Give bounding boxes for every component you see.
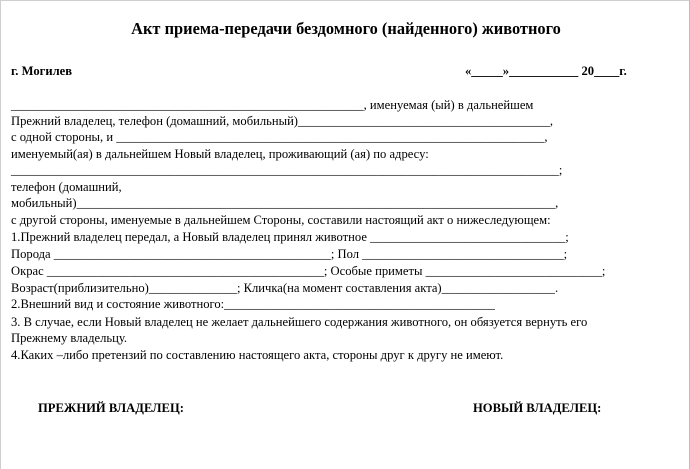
clause-1-line: 1.Прежний владелец передал, а Новый владелец принял животное _______________________________; [11, 230, 569, 244]
date-line: «_____»___________ 20____г. [465, 64, 627, 78]
city-label: г. Могилев [11, 64, 73, 78]
document-title: Акт приема-передачи бездомного (найденного) животного [131, 19, 561, 38]
breed-sex-line: Порода ____________________________________________; Пол ________________________________; [11, 247, 568, 261]
parties-line: с другой стороны, именуемые в дальнейшем Стороны, составили настоящий акт о нижеследующем: [11, 213, 551, 227]
address-line: _______________________________________________________________________________________; [11, 163, 563, 177]
new-owner-signature-label: НОВЫЙ ВЛАДЕЛЕЦ: [473, 401, 602, 415]
phone-line: мобильный)____________________________________________________________________________, [11, 196, 559, 210]
clause-3-continuation: Прежнему владельцу. [11, 331, 128, 345]
party-line-1: ________________________________________________________, именуемая (ый) в дальнейшем [11, 98, 534, 112]
color-marks-line: Окрас ____________________________________________; Особые приметы ____________________________; [11, 264, 606, 278]
clause-4-line: 4.Каких –либо претензий по составлению настоящего акта, стороны друг к другу не имеют. [11, 348, 504, 362]
clause-2-line: 2.Внешний вид и состояние животного:___________________________________________ [11, 297, 495, 311]
clause-3-line: 3. В случае, если Новый владелец не желает дальнейшего содержания животного, он обязуется вернуть его [11, 315, 588, 329]
party-line-2: Прежний владелец, телефон (домашний, мобильный)________________________________________, [11, 114, 554, 128]
phone-label-line: телефон (домашний, [11, 180, 122, 194]
previous-owner-signature-label: ПРЕЖНИЙ ВЛАДЕЛЕЦ: [38, 401, 184, 415]
party-line-3: с одной стороны, и ____________________________________________________________________, [11, 130, 548, 144]
party-line-4: именуемый(ая) в дальнейшем Новый владелец, проживающий (ая) по адресу: [11, 147, 429, 161]
age-name-line: Возраст(приблизительно)______________; Кличка(на момент составления акта)__________________. [11, 281, 559, 295]
